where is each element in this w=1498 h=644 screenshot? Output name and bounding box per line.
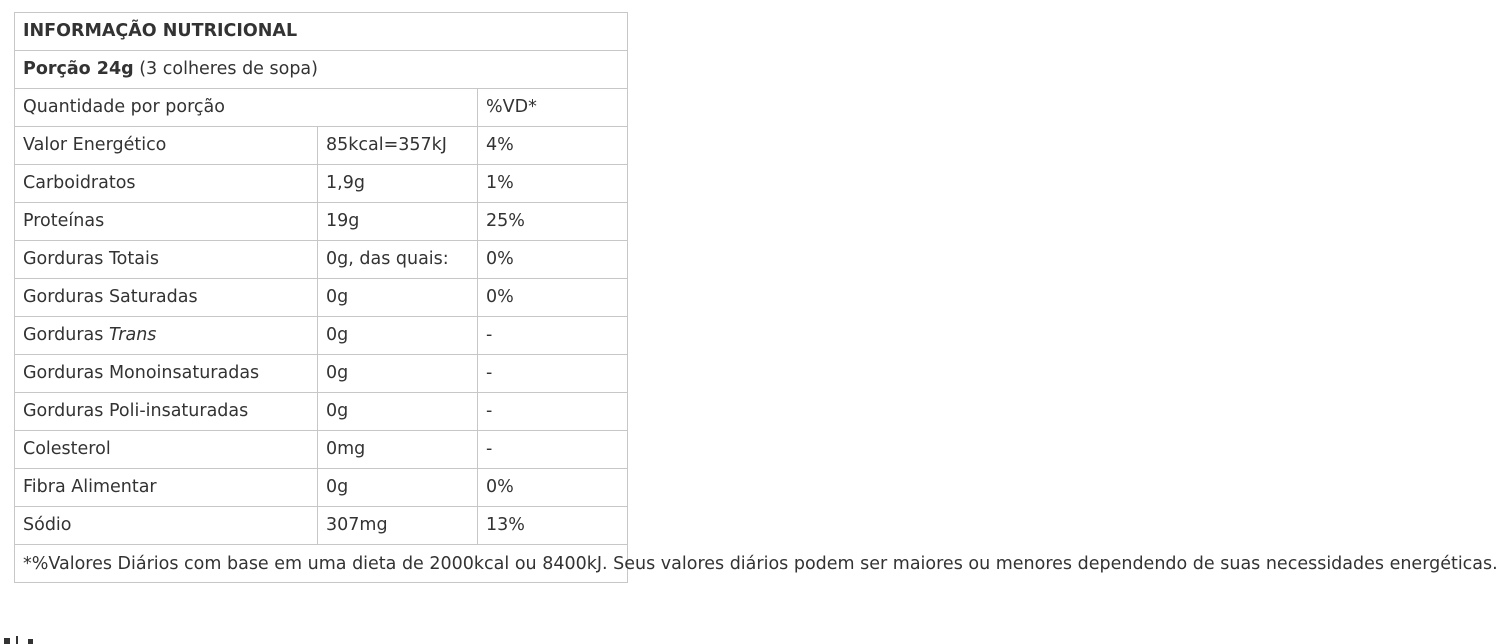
nutrient-amount: 19g <box>318 203 478 241</box>
nutrient-vd: 1% <box>478 165 628 203</box>
portion-label: Porção 24g <box>23 59 134 79</box>
footnote: *%Valores Diários com base em uma dieta de 2000kcal ou 8400kJ. Seus valores diários podem ser maiores ou menores dependendo de suas necessidades energéticas. <box>15 545 628 583</box>
table-row <box>15 165 628 203</box>
nutrient-vd: 4% <box>478 127 628 165</box>
header-quantity: Quantidade por porção <box>15 89 478 127</box>
nutrient-name: Valor Energético <box>15 127 318 165</box>
nutrient-vd: - <box>478 393 628 431</box>
nutrient-amount: 0g <box>318 469 478 507</box>
nutrient-vd: - <box>478 317 628 355</box>
nutrient-amount: 0g, das quais: <box>318 241 478 279</box>
nutrient-name: Colesterol <box>15 431 318 469</box>
nutrient-name: Gorduras Monoinsaturadas <box>15 355 318 393</box>
nutrient-amount: 0g <box>318 355 478 393</box>
table-row <box>15 279 628 317</box>
nutrient-name-prefix: Gorduras <box>23 325 109 345</box>
nutrient-name: Proteínas <box>15 203 318 241</box>
table-row <box>15 431 628 469</box>
table-row <box>15 317 628 355</box>
table-title: INFORMAÇÃO NUTRICIONAL <box>15 13 628 51</box>
nutrition-table <box>14 12 1498 583</box>
nutrient-vd: 0% <box>478 279 628 317</box>
footnote-row <box>15 545 628 583</box>
table-row <box>15 127 628 165</box>
portion-row <box>15 51 628 89</box>
nutrient-name: Gorduras Totais <box>15 241 318 279</box>
nutrient-name: Sódio <box>15 507 318 545</box>
portion-detail: (3 colheres de sopa) <box>133 59 318 79</box>
table-row <box>15 507 628 545</box>
header-vd: %VD* <box>478 89 628 127</box>
nutrient-amount: 0g <box>318 279 478 317</box>
table-row <box>15 393 628 431</box>
nutrient-amount: 0g <box>318 393 478 431</box>
nutrient-name: Gorduras Poli-insaturadas <box>15 393 318 431</box>
nutrient-vd: - <box>478 355 628 393</box>
header-row <box>15 89 628 127</box>
nutrient-vd: 0% <box>478 469 628 507</box>
nutrient-name: Carboidratos <box>15 165 318 203</box>
nutrient-amount: 85kcal=357kJ <box>318 127 478 165</box>
cropped-text-fragment <box>0 636 40 644</box>
portion-cell <box>15 51 628 89</box>
nutrient-vd: 25% <box>478 203 628 241</box>
table-row <box>15 355 628 393</box>
table-row <box>15 203 628 241</box>
nutrient-name <box>15 317 318 355</box>
nutrient-amount: 0g <box>318 317 478 355</box>
nutrient-name: Gorduras Saturadas <box>15 279 318 317</box>
nutrient-amount: 0mg <box>318 431 478 469</box>
nutrient-name-emphasis: Trans <box>108 325 157 345</box>
nutrient-vd: - <box>478 431 628 469</box>
nutrient-vd: 13% <box>478 507 628 545</box>
title-row <box>15 13 628 51</box>
nutrient-vd: 0% <box>478 241 628 279</box>
nutrient-name: Fibra Alimentar <box>15 469 318 507</box>
nutrient-amount: 1,9g <box>318 165 478 203</box>
nutrient-amount: 307mg <box>318 507 478 545</box>
table-row <box>15 241 628 279</box>
table-row <box>15 469 628 507</box>
